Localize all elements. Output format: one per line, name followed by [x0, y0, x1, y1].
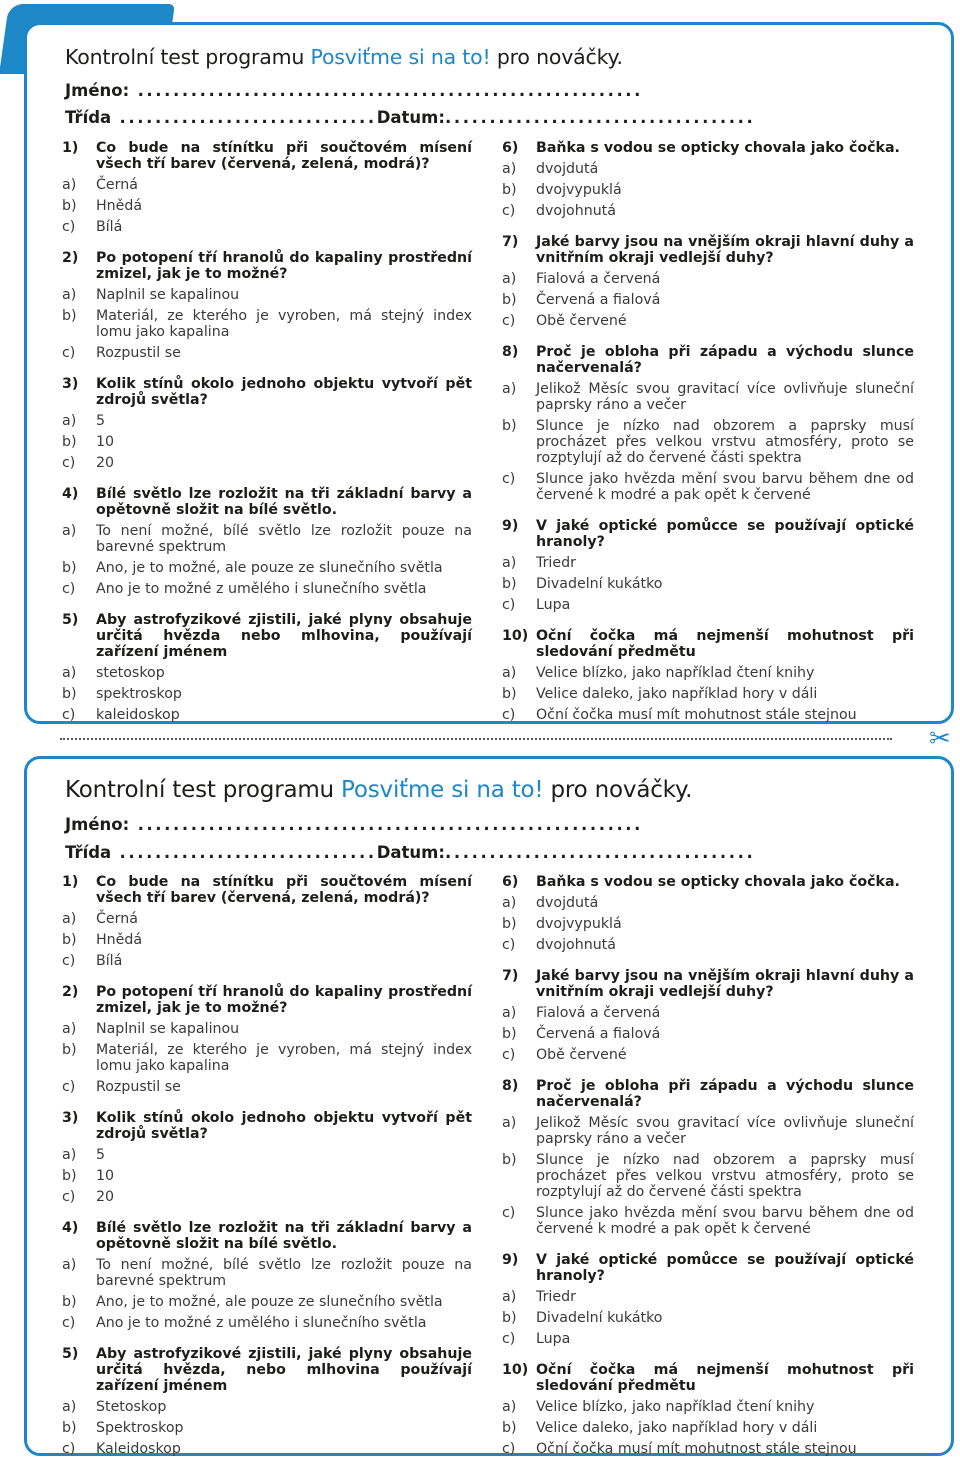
question-number: 6) — [502, 874, 519, 890]
answer-option — [502, 1115, 914, 1147]
option-letter: a) — [62, 413, 77, 429]
answer-option — [502, 292, 914, 308]
option-text: Ano, je to možné, ale pouze ze slunečního světla — [96, 1294, 443, 1310]
option-letter: c) — [502, 1331, 516, 1347]
option-text: 20 — [96, 1189, 115, 1205]
option-text: Slunce je nízko nad obzorem a paprsky musí procházet přes velkou vrstvu atmosféry, proto se rozptylují až do červené části spektra — [536, 1152, 914, 1200]
option-text: dvojohnutá — [536, 937, 616, 953]
question-number: 2) — [62, 984, 79, 1000]
option-letter: a) — [62, 287, 77, 303]
option-letter: b) — [502, 1310, 517, 1326]
question-number: 10) — [502, 628, 529, 644]
question-block — [502, 968, 914, 1063]
option-text: dvojdutá — [536, 895, 599, 911]
question-number: 7) — [502, 234, 519, 250]
option-text: Naplnil se kapalinou — [96, 287, 240, 303]
sheet-title: Kontrolní test programu Posviťme si na to! pro nováčky. — [65, 777, 693, 803]
question-label: V jaké optické pomůcce se používají optické hranoly? — [536, 518, 914, 550]
answer-option — [62, 287, 472, 303]
question-label: Co bude na stínítku při součtovém mísení všech tří barev (červená, zelená, modrá)? — [96, 140, 472, 172]
question-text — [502, 968, 914, 1000]
question-text — [62, 1110, 472, 1142]
option-letter: b) — [502, 1420, 517, 1436]
answer-option — [502, 937, 914, 953]
option-text: Fialová a červená — [536, 1005, 661, 1021]
question-block — [62, 1220, 472, 1331]
option-letter: b) — [62, 1294, 77, 1310]
option-text: spektroskop — [96, 686, 182, 702]
answer-option — [62, 911, 472, 927]
option-text: Jelikož Měsíc svou gravitací více ovlivňuje sluneční paprsky ráno a večer — [536, 1115, 914, 1147]
option-letter: c) — [502, 1441, 516, 1457]
question-label: Aby astrofyzikové zjistili, jaké plyny obsahuje určitá hvězda, nebo mlhovina používají zařízení jménem — [96, 1346, 472, 1394]
option-letter: b) — [502, 418, 517, 434]
question-text — [502, 1362, 914, 1394]
option-text: Oční čočka musí mít mohutnost stále stejnou — [536, 1441, 857, 1457]
question-text — [62, 250, 472, 282]
option-letter: a) — [502, 665, 517, 681]
answer-option — [502, 418, 914, 466]
option-letter: a) — [62, 665, 77, 681]
option-letter: b) — [502, 292, 517, 308]
answer-option — [502, 1420, 914, 1436]
question-label: Baňka s vodou se opticky chovala jako čočka. — [536, 140, 900, 156]
answer-option — [62, 1168, 472, 1184]
option-text: Triedr — [536, 1289, 576, 1305]
question-label: Proč je obloha při západu a východu slunce načervenalá? — [536, 1078, 914, 1110]
answer-option — [62, 686, 472, 702]
question-label: Oční čočka má nejmenší mohutnost při sledování předmětu — [536, 628, 914, 660]
option-letter: c) — [62, 1189, 76, 1205]
option-text: Obě červené — [536, 313, 627, 329]
questions-right — [502, 140, 914, 738]
scissors-icon: ✂ — [929, 724, 951, 754]
answer-option — [502, 1047, 914, 1063]
option-text: 10 — [96, 1168, 115, 1184]
question-text — [502, 1252, 914, 1284]
class-date-field: Třída .............................Datum:................................... — [65, 843, 756, 862]
option-text: 10 — [96, 434, 115, 450]
answer-option — [502, 271, 914, 287]
question-block — [502, 1362, 914, 1457]
option-letter: a) — [502, 555, 517, 571]
option-letter: b) — [62, 686, 77, 702]
option-text: Naplnil se kapalinou — [96, 1021, 240, 1037]
option-text: Hnědá — [96, 932, 143, 948]
answer-option — [62, 665, 472, 681]
question-number: 5) — [62, 1346, 79, 1362]
option-text: dvojvypuklá — [536, 916, 622, 932]
option-letter: a) — [62, 1021, 77, 1037]
option-text: Rozpustil se — [96, 1079, 181, 1095]
answer-option — [502, 1289, 914, 1305]
answer-option — [62, 1147, 472, 1163]
question-number: 10) — [502, 1362, 529, 1378]
option-letter: b) — [62, 1042, 77, 1058]
option-letter: b) — [502, 916, 517, 932]
answer-option — [62, 177, 472, 193]
option-letter: a) — [62, 1257, 77, 1273]
questions-right — [502, 874, 914, 1472]
answer-option — [62, 1079, 472, 1095]
option-letter: a) — [502, 161, 517, 177]
question-label: Baňka s vodou se opticky chovala jako čočka. — [536, 874, 900, 890]
option-text: Kaleidoskop — [96, 1441, 181, 1457]
option-letter: c) — [502, 707, 516, 723]
option-text: Velice blízko, jako například čtení knihy — [536, 1399, 815, 1415]
answer-option — [62, 1399, 472, 1415]
option-text: Obě červené — [536, 1047, 627, 1063]
option-text: Červená a fialová — [536, 1026, 661, 1042]
option-text: dvojvypuklá — [536, 182, 622, 198]
option-letter: c) — [62, 707, 76, 723]
option-letter: b) — [62, 932, 77, 948]
name-field: Jméno: ......................................................... — [65, 81, 644, 100]
option-letter: a) — [62, 177, 77, 193]
name-field: Jméno: ......................................................... — [65, 815, 644, 834]
question-text — [62, 984, 472, 1016]
option-letter: c) — [502, 471, 516, 487]
option-letter: b) — [62, 560, 77, 576]
question-text — [62, 486, 472, 518]
answer-option — [502, 182, 914, 198]
class-date-field: Třída .............................Datum:................................... — [65, 108, 756, 127]
question-block — [502, 1078, 914, 1237]
option-letter: c) — [502, 203, 516, 219]
option-letter: a) — [502, 1399, 517, 1415]
option-text: Ano, je to možné, ale pouze ze slunečního světla — [96, 560, 443, 576]
question-label: V jaké optické pomůcce se používají optické hranoly? — [536, 1252, 914, 1284]
option-text: Ano je to možné z umělého i slunečního světla — [96, 581, 427, 597]
question-number: 8) — [502, 1078, 519, 1094]
option-letter: a) — [502, 271, 517, 287]
option-letter: b) — [62, 1420, 77, 1436]
question-block — [62, 612, 472, 723]
option-text: To není možné, bílé světlo lze rozložit pouze na barevné spektrum — [96, 1257, 472, 1289]
answer-option — [502, 1026, 914, 1042]
question-label: Proč je obloha při západu a východu slunce načervenalá? — [536, 344, 914, 376]
answer-option — [502, 161, 914, 177]
sheet-title: Kontrolní test programu Posviťme si na to! pro nováčky. — [65, 45, 623, 69]
answer-option — [502, 916, 914, 932]
option-text: Spektroskop — [96, 1420, 184, 1436]
question-block — [62, 984, 472, 1095]
answer-option — [62, 308, 472, 340]
question-text — [62, 1220, 472, 1252]
option-text: To není možné, bílé světlo lze rozložit pouze na barevné spektrum — [96, 523, 472, 555]
question-label: Bílé světlo lze rozložit na tři základní barvy a opětovně složit na bílé světlo. — [96, 1220, 472, 1252]
option-text: stetoskop — [96, 665, 165, 681]
option-letter: a) — [62, 523, 77, 539]
question-block — [502, 1252, 914, 1347]
answer-option — [62, 1189, 472, 1205]
answer-option — [502, 1331, 914, 1347]
question-number: 5) — [62, 612, 79, 628]
question-text — [62, 376, 472, 408]
answer-option — [62, 1042, 472, 1074]
question-number: 1) — [62, 874, 79, 890]
option-letter: b) — [62, 198, 77, 214]
answer-option — [62, 1257, 472, 1289]
question-block — [502, 628, 914, 723]
question-block — [62, 874, 472, 969]
option-letter: b) — [502, 1026, 517, 1042]
option-text: Rozpustil se — [96, 345, 181, 361]
answer-option — [62, 1021, 472, 1037]
question-block — [62, 250, 472, 361]
question-number: 3) — [62, 376, 79, 392]
question-label: Po potopení tří hranolů do kapaliny prostřední zmizel, jak je to možné? — [96, 984, 472, 1016]
question-text — [62, 874, 472, 906]
option-letter: b) — [62, 434, 77, 450]
option-letter: b) — [502, 182, 517, 198]
question-text — [62, 1346, 472, 1394]
option-letter: a) — [502, 1289, 517, 1305]
question-block — [62, 486, 472, 597]
option-text: Velice blízko, jako například čtení knihy — [536, 665, 815, 681]
questions-left — [62, 140, 472, 738]
question-block — [62, 1346, 472, 1457]
option-text: Velice daleko, jako například hory v dáli — [536, 686, 818, 702]
question-text — [502, 344, 914, 376]
option-text: Velice daleko, jako například hory v dáli — [536, 1420, 818, 1436]
question-block — [502, 344, 914, 503]
option-letter: c) — [62, 219, 76, 235]
option-text: Lupa — [536, 597, 571, 613]
option-text: Bílá — [96, 953, 123, 969]
answer-option — [62, 1420, 472, 1436]
option-text: Divadelní kukátko — [536, 1310, 663, 1326]
option-letter: a) — [62, 911, 77, 927]
answer-option — [502, 471, 914, 503]
question-text — [62, 612, 472, 660]
option-letter: c) — [502, 597, 516, 613]
question-label: Kolik stínů okolo jednoho objektu vytvoří pět zdrojů světla? — [96, 376, 472, 408]
answer-option — [502, 1005, 914, 1021]
questions-left — [62, 874, 472, 1472]
option-letter: c) — [62, 455, 76, 471]
answer-option — [62, 219, 472, 235]
question-text — [502, 518, 914, 550]
option-letter: a) — [502, 1115, 517, 1131]
answer-option — [62, 1315, 472, 1331]
cut-line — [60, 738, 892, 740]
answer-option — [502, 1152, 914, 1200]
answer-option — [62, 434, 472, 450]
question-block — [502, 874, 914, 953]
question-label: Jaké barvy jsou na vnějším okraji hlavní duhy a vnitřním okraji vedlejší duhy? — [536, 968, 914, 1000]
option-text: Ano je to možné z umělého i slunečního světla — [96, 1315, 427, 1331]
option-letter: c) — [62, 1079, 76, 1095]
question-block — [502, 140, 914, 219]
question-text — [502, 140, 914, 156]
answer-option — [502, 686, 914, 702]
test-sheet-1 — [24, 22, 954, 724]
question-text — [502, 1078, 914, 1110]
answer-option — [62, 581, 472, 597]
answer-option — [62, 932, 472, 948]
option-text: Jelikož Měsíc svou gravitací více ovlivňuje sluneční paprsky ráno a večer — [536, 381, 914, 413]
option-letter: a) — [62, 1147, 77, 1163]
answer-option — [62, 707, 472, 723]
option-letter: c) — [62, 953, 76, 969]
option-text: Materiál, ze kterého je vyroben, má stejný index lomu jako kapalina — [96, 1042, 472, 1074]
option-text: Triedr — [536, 555, 576, 571]
question-number: 6) — [502, 140, 519, 156]
question-text — [502, 628, 914, 660]
answer-option — [502, 597, 914, 613]
question-block — [62, 1110, 472, 1205]
answer-option — [502, 1399, 914, 1415]
question-block — [502, 234, 914, 329]
answer-option — [62, 953, 472, 969]
answer-option — [62, 198, 472, 214]
answer-option — [502, 555, 914, 571]
option-letter: c) — [502, 1205, 516, 1221]
answer-option — [62, 1441, 472, 1457]
answer-option — [62, 1294, 472, 1310]
option-text: Slunce je nízko nad obzorem a paprsky musí procházet přes velkou vrstvu atmosféry, proto se rozptylují až do červené části spektra — [536, 418, 914, 466]
answer-option — [502, 313, 914, 329]
question-label: Kolik stínů okolo jednoho objektu vytvoří pět zdrojů světla? — [96, 1110, 472, 1142]
option-text: 5 — [96, 1147, 106, 1163]
option-letter: b) — [502, 576, 517, 592]
option-letter: a) — [62, 1399, 77, 1415]
question-number: 4) — [62, 486, 79, 502]
option-text: 5 — [96, 413, 106, 429]
question-number: 3) — [62, 1110, 79, 1126]
option-text: 20 — [96, 455, 115, 471]
option-text: Materiál, ze kterého je vyroben, má stejný index lomu jako kapalina — [96, 308, 472, 340]
question-block — [62, 140, 472, 235]
answer-option — [502, 1205, 914, 1237]
question-number: 8) — [502, 344, 519, 360]
option-text: Bílá — [96, 219, 123, 235]
question-number: 9) — [502, 1252, 519, 1268]
question-number: 7) — [502, 968, 519, 984]
answer-option — [502, 1310, 914, 1326]
option-letter: c) — [62, 581, 76, 597]
option-text: Oční čočka musí mít mohutnost stále stejnou — [536, 707, 857, 723]
answer-option — [502, 576, 914, 592]
answer-option — [502, 203, 914, 219]
option-text: Stetoskop — [96, 1399, 167, 1415]
question-block — [62, 376, 472, 471]
option-text: dvojdutá — [536, 161, 599, 177]
option-letter: c) — [502, 1047, 516, 1063]
option-letter: c) — [502, 937, 516, 953]
question-label: Jaké barvy jsou na vnějším okraji hlavní duhy a vnitřním okraji vedlejší duhy? — [536, 234, 914, 266]
question-block — [502, 518, 914, 613]
option-letter: b) — [502, 1152, 517, 1168]
answer-option — [62, 455, 472, 471]
option-text: kaleidoskop — [96, 707, 180, 723]
question-number: 1) — [62, 140, 79, 156]
option-letter: c) — [62, 1441, 76, 1457]
answer-option — [502, 381, 914, 413]
answer-option — [502, 895, 914, 911]
option-letter: c) — [62, 345, 76, 361]
option-text: Slunce jako hvězda mění svou barvu během dne od červené k modré a pak opět k červené — [536, 1205, 914, 1237]
answer-option — [502, 665, 914, 681]
question-number: 2) — [62, 250, 79, 266]
option-text: Červená a fialová — [536, 292, 661, 308]
question-label: Aby astrofyzikové zjistili, jaké plyny obsahuje určitá hvězda nebo mlhovina, používají zařízení jménem — [96, 612, 472, 660]
answer-option — [502, 1441, 914, 1457]
question-number: 9) — [502, 518, 519, 534]
option-text: dvojohnutá — [536, 203, 616, 219]
option-letter: a) — [502, 1005, 517, 1021]
question-label: Oční čočka má nejmenší mohutnost při sledování předmětu — [536, 1362, 914, 1394]
answer-option — [62, 560, 472, 576]
question-label: Co bude na stínítku při součtovém mísení všech tří barev (červená, zelená, modrá)? — [96, 874, 472, 906]
option-text: Divadelní kukátko — [536, 576, 663, 592]
answer-option — [62, 523, 472, 555]
option-letter: a) — [502, 381, 517, 397]
answer-option — [62, 345, 472, 361]
option-text: Lupa — [536, 1331, 571, 1347]
option-letter: c) — [502, 313, 516, 329]
option-letter: b) — [62, 308, 77, 324]
option-text: Hnědá — [96, 198, 143, 214]
option-text: Slunce jako hvězda mění svou barvu během dne od červené k modré a pak opět k červené — [536, 471, 914, 503]
question-text — [502, 874, 914, 890]
option-letter: a) — [502, 895, 517, 911]
answer-option — [62, 413, 472, 429]
option-letter: b) — [62, 1168, 77, 1184]
option-text: Fialová a červená — [536, 271, 661, 287]
question-label: Po potopení tří hranolů do kapaliny prostřední zmizel, jak je to možné? — [96, 250, 472, 282]
option-letter: b) — [502, 686, 517, 702]
question-text — [62, 140, 472, 172]
answer-option — [502, 707, 914, 723]
question-text — [502, 234, 914, 266]
option-text: Černá — [96, 177, 138, 193]
option-letter: c) — [62, 1315, 76, 1331]
question-number: 4) — [62, 1220, 79, 1236]
test-sheet-2 — [24, 756, 954, 1456]
option-text: Černá — [96, 911, 138, 927]
question-label: Bílé světlo lze rozložit na tři základní barvy a opětovně složit na bílé světlo. — [96, 486, 472, 518]
